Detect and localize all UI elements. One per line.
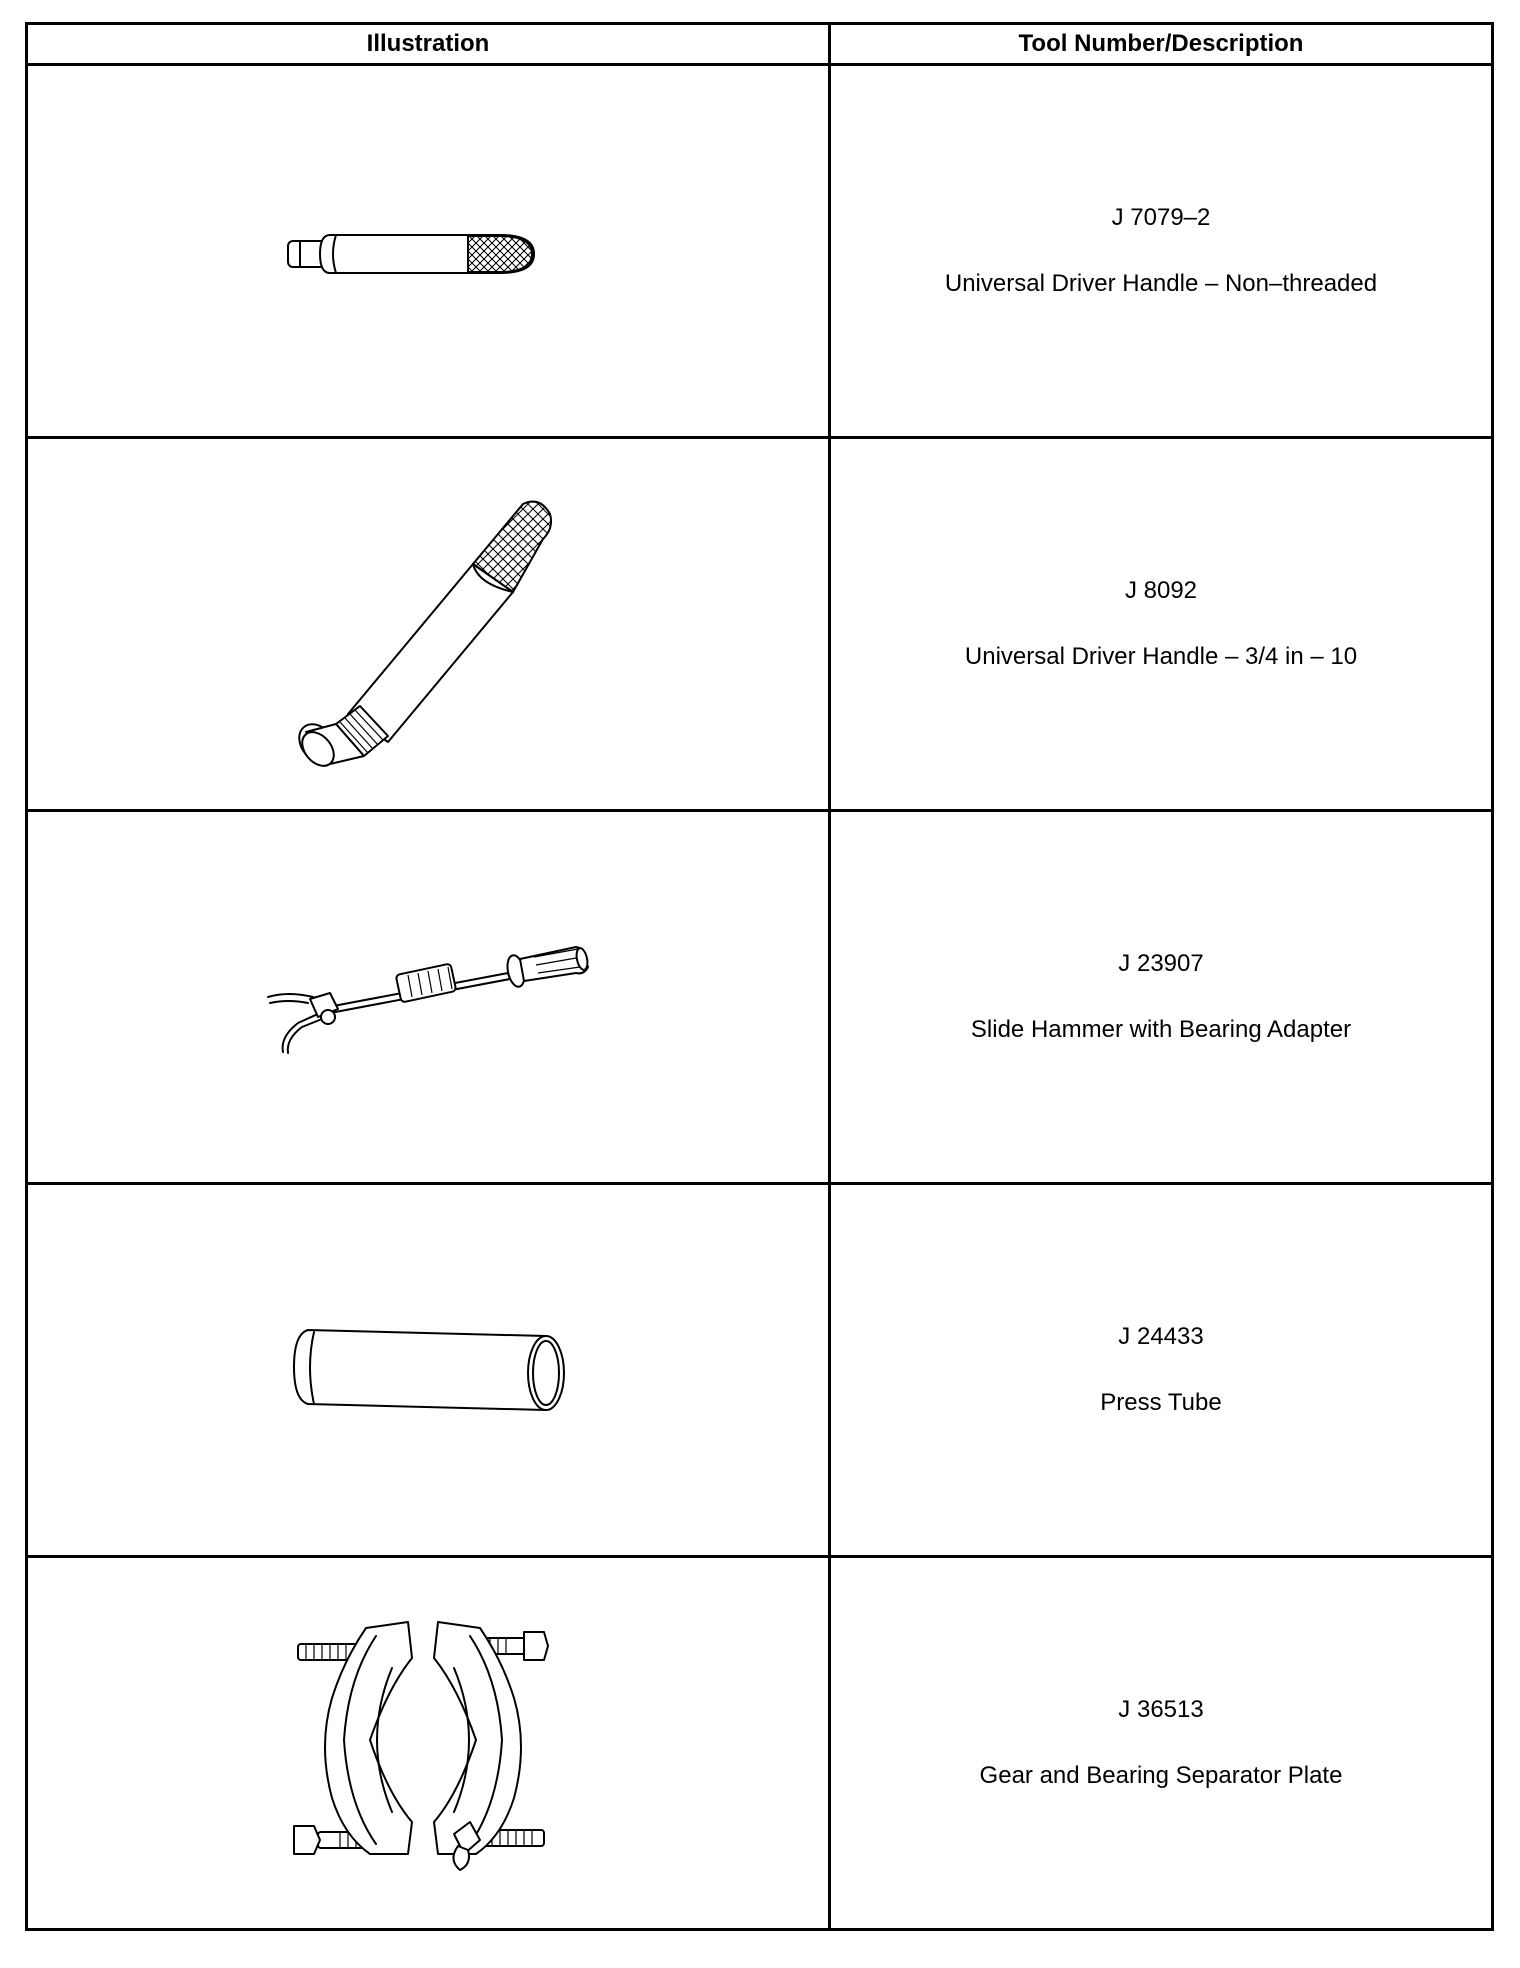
header-row xyxy=(27,24,1493,65)
illustration-cell xyxy=(27,1557,830,1930)
illustration-cell xyxy=(27,438,830,811)
tool-number: J 36513 xyxy=(1118,1696,1204,1723)
non-threaded-driver-handle-icon xyxy=(268,211,588,291)
tool-cell xyxy=(830,1557,1493,1930)
illustration-cell xyxy=(27,1184,830,1557)
table-row xyxy=(27,65,1493,438)
table-row xyxy=(27,811,1493,1184)
tool-number: J 24433 xyxy=(1118,1323,1204,1350)
tool-number: J 8092 xyxy=(1124,577,1198,604)
tool-cell xyxy=(830,811,1493,1184)
table-row xyxy=(27,1184,1493,1557)
tool-cell xyxy=(830,1184,1493,1557)
tool-number: J 7079–2 xyxy=(1111,204,1211,231)
tool-description: Gear and Bearing Separator Plate xyxy=(979,1762,1343,1789)
tool-description: Universal Driver Handle – Non–threaded xyxy=(944,270,1378,297)
illustration-cell xyxy=(27,65,830,438)
table-row xyxy=(27,438,1493,811)
tool-cell xyxy=(830,438,1493,811)
special-tools-table xyxy=(25,22,1494,1931)
press-tube-icon xyxy=(278,1310,578,1430)
tool-header: Tool Number/Description xyxy=(830,24,1493,65)
illustration-cell xyxy=(27,811,830,1184)
table-row xyxy=(27,1557,1493,1930)
tool-cell xyxy=(830,65,1493,438)
separator-plate-icon xyxy=(288,1608,568,1878)
tool-description: Universal Driver Handle – 3/4 in – 10 xyxy=(964,643,1358,670)
tool-description: Press Tube xyxy=(1100,1389,1222,1416)
tool-number: J 23907 xyxy=(1118,950,1204,977)
threaded-driver-handle-icon xyxy=(278,474,578,774)
illustration-header: Illustration xyxy=(27,24,830,65)
slide-hammer-icon xyxy=(258,927,598,1067)
tool-description: Slide Hammer with Bearing Adapter xyxy=(970,1016,1352,1043)
